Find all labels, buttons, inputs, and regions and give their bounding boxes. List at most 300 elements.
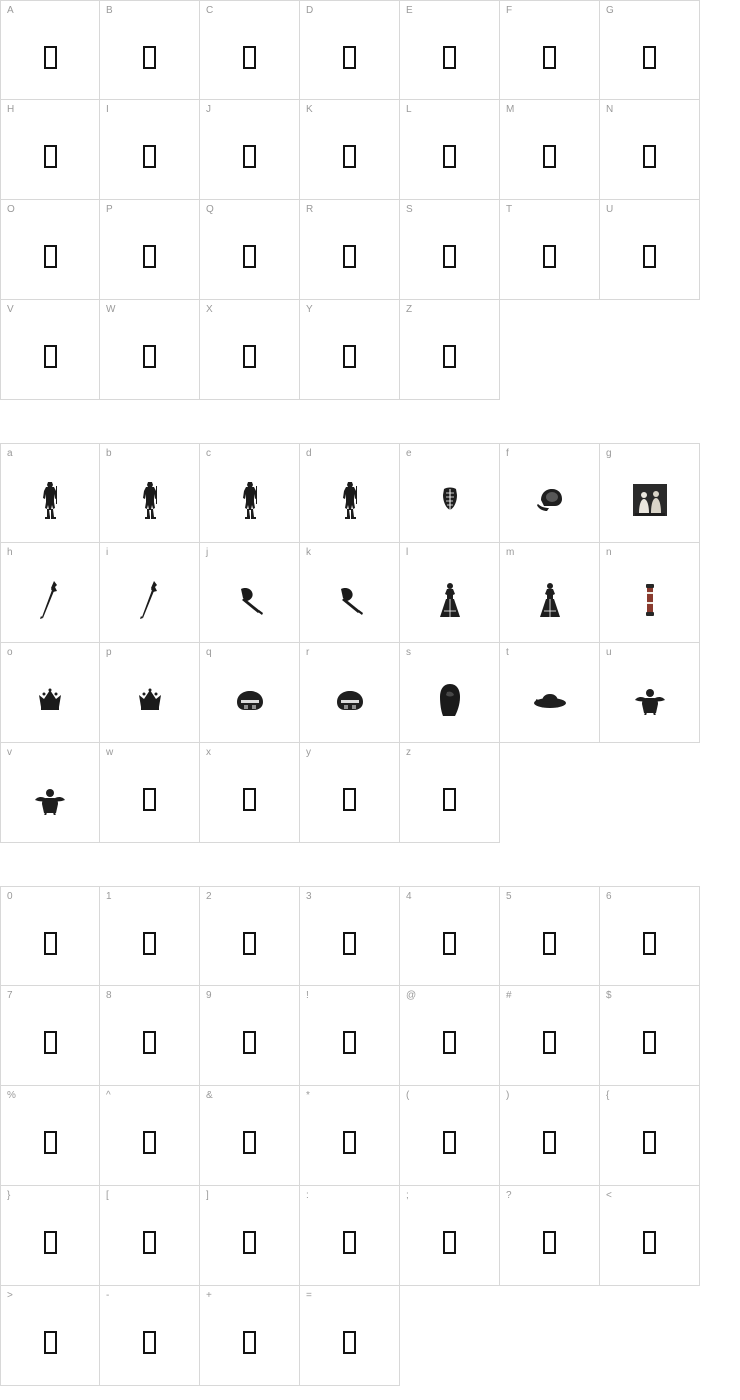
character-label: @ <box>406 990 417 1001</box>
missing-glyph-icon <box>343 345 356 368</box>
glyph-preview <box>500 665 599 734</box>
glyph-preview-missing <box>100 909 199 977</box>
character-cell[interactable] <box>300 200 400 300</box>
character-label: e <box>406 448 412 459</box>
character-cell[interactable] <box>0 886 100 986</box>
character-cell[interactable] <box>200 100 300 200</box>
glyph-preview <box>300 466 399 534</box>
character-label: = <box>306 1290 312 1301</box>
missing-glyph-icon <box>143 932 156 955</box>
character-cell[interactable] <box>400 543 500 643</box>
cherub-icon <box>634 685 666 715</box>
character-cell[interactable] <box>100 0 200 100</box>
character-cell[interactable] <box>200 743 300 843</box>
character-cell[interactable] <box>600 100 700 200</box>
character-cell[interactable] <box>200 643 300 743</box>
character-label: ) <box>506 1090 510 1101</box>
character-cell[interactable] <box>400 1086 500 1186</box>
glyph-preview-missing <box>400 909 499 977</box>
missing-glyph-icon <box>343 1031 356 1054</box>
glyph-preview-missing <box>600 222 699 291</box>
character-cell[interactable] <box>500 643 600 743</box>
character-cell[interactable] <box>600 443 700 543</box>
character-label: s <box>406 647 411 658</box>
glyph-preview <box>1 665 99 734</box>
missing-glyph-icon <box>243 932 256 955</box>
character-cell[interactable] <box>400 643 500 743</box>
character-cell[interactable] <box>400 743 500 843</box>
character-label: L <box>406 104 412 115</box>
character-label: r <box>306 647 310 658</box>
glyph-preview <box>1 765 99 834</box>
glyph-preview-missing <box>500 23 599 91</box>
character-cell[interactable] <box>100 886 200 986</box>
character-label: G <box>606 5 614 16</box>
glyph-preview-missing <box>600 23 699 91</box>
missing-glyph-icon <box>443 1131 456 1154</box>
character-label: i <box>106 547 109 558</box>
missing-glyph-icon <box>443 1031 456 1054</box>
glyph-preview-missing <box>300 322 399 391</box>
glyph-preview-missing <box>400 1108 499 1177</box>
missing-glyph-icon <box>343 1231 356 1254</box>
character-label: m <box>506 547 515 558</box>
character-label: w <box>106 747 114 758</box>
character-label: 1 <box>106 891 112 902</box>
character-label: } <box>7 1190 11 1201</box>
character-cell[interactable] <box>300 886 400 986</box>
character-cell[interactable] <box>300 1086 400 1186</box>
crown-icon <box>137 687 163 713</box>
character-label: d <box>306 448 312 459</box>
column-icon <box>643 582 657 618</box>
character-label: l <box>406 547 409 558</box>
missing-glyph-icon <box>343 1131 356 1154</box>
character-cell[interactable] <box>600 886 700 986</box>
section-lowercase-letters <box>0 400 700 843</box>
character-cell[interactable] <box>0 200 100 300</box>
glyph-preview <box>100 665 199 734</box>
missing-glyph-icon <box>543 1231 556 1254</box>
character-cell[interactable] <box>600 200 700 300</box>
missing-glyph-icon <box>643 1131 656 1154</box>
character-cell[interactable] <box>400 200 500 300</box>
missing-glyph-icon <box>643 1231 656 1254</box>
missing-glyph-icon <box>143 788 156 811</box>
missing-glyph-icon <box>143 46 156 69</box>
character-label: Z <box>406 304 413 315</box>
character-label: R <box>306 204 314 215</box>
character-label: x <box>206 747 211 758</box>
character-cell[interactable] <box>0 1186 100 1286</box>
character-label: 9 <box>206 990 212 1001</box>
glyph-preview-missing <box>300 1308 399 1377</box>
character-label: b <box>106 448 112 459</box>
character-label: $ <box>606 990 612 1001</box>
glyph-preview-missing <box>200 1208 299 1277</box>
character-cell[interactable] <box>0 986 100 1086</box>
missing-glyph-icon <box>143 245 156 268</box>
missing-glyph-icon <box>443 932 456 955</box>
glyph-preview-missing <box>200 222 299 291</box>
character-label: a <box>7 448 13 459</box>
character-cell[interactable] <box>200 300 300 400</box>
missing-glyph-icon <box>343 145 356 168</box>
glyph-preview-missing <box>1 1008 99 1077</box>
missing-glyph-icon <box>243 1331 256 1354</box>
character-label: N <box>606 104 614 115</box>
glyph-preview-missing <box>400 1208 499 1277</box>
soldier-figure-icon <box>237 480 263 520</box>
glyph-preview-missing <box>400 23 499 91</box>
missing-glyph-icon <box>143 145 156 168</box>
missing-glyph-icon <box>543 245 556 268</box>
glyph-preview-missing <box>200 909 299 977</box>
glyph-preview <box>600 565 699 634</box>
character-cell[interactable] <box>200 0 300 100</box>
character-cell[interactable] <box>200 886 300 986</box>
character-label: ] <box>206 1190 209 1201</box>
lady-gown-icon <box>436 581 464 619</box>
character-cell[interactable] <box>100 643 200 743</box>
character-cell[interactable] <box>0 1086 100 1186</box>
glyph-preview-missing <box>100 765 199 834</box>
character-cell[interactable] <box>100 1086 200 1186</box>
character-cell[interactable] <box>100 200 200 300</box>
missing-glyph-icon <box>643 245 656 268</box>
character-label: C <box>206 5 214 16</box>
character-cell[interactable] <box>200 200 300 300</box>
character-cell[interactable] <box>0 1286 100 1386</box>
character-cell[interactable] <box>500 543 600 643</box>
soldier-figure-icon <box>337 480 363 520</box>
character-label: A <box>7 5 14 16</box>
missing-glyph-icon <box>243 788 256 811</box>
glyph-preview-missing <box>1 1208 99 1277</box>
glyph-preview-missing <box>100 1108 199 1177</box>
character-label: J <box>206 104 211 115</box>
glyph-preview-missing <box>1 909 99 977</box>
glyph-preview-missing <box>600 122 699 191</box>
missing-glyph-icon <box>44 245 57 268</box>
character-label: Q <box>206 204 214 215</box>
glyph-preview <box>600 466 699 534</box>
character-label: p <box>106 647 112 658</box>
character-cell[interactable] <box>300 1186 400 1286</box>
character-cell[interactable] <box>200 1286 300 1386</box>
character-cell[interactable] <box>500 200 600 300</box>
character-label: ; <box>406 1190 409 1201</box>
helmet-icon <box>233 688 267 712</box>
character-cell[interactable] <box>600 543 700 643</box>
character-cell[interactable] <box>200 543 300 643</box>
glyph-preview-missing <box>100 1208 199 1277</box>
glyph-preview-missing <box>500 222 599 291</box>
missing-glyph-icon <box>343 932 356 955</box>
character-label: g <box>606 448 612 459</box>
character-cell[interactable] <box>500 0 600 100</box>
character-cell[interactable] <box>500 1086 600 1186</box>
glyph-preview <box>100 565 199 634</box>
axe-icon <box>334 585 366 615</box>
character-label: T <box>506 204 513 215</box>
character-cell[interactable] <box>600 1186 700 1286</box>
character-label: : <box>306 1190 309 1201</box>
missing-glyph-icon <box>243 245 256 268</box>
glyph-preview-missing <box>1 222 99 291</box>
glyph-preview-missing <box>300 222 399 291</box>
character-label: n <box>606 547 612 558</box>
missing-glyph-icon <box>143 1131 156 1154</box>
character-label: 6 <box>606 891 612 902</box>
character-label: % <box>7 1090 16 1101</box>
missing-glyph-icon <box>543 932 556 955</box>
character-label: h <box>7 547 13 558</box>
glyph-preview-missing <box>100 1308 199 1377</box>
glyph-preview-missing <box>600 1008 699 1077</box>
character-cell[interactable] <box>500 443 600 543</box>
glyph-preview <box>1 565 99 634</box>
character-label: + <box>206 1290 212 1301</box>
glyph-preview-missing <box>600 1108 699 1177</box>
character-label: P <box>106 204 113 215</box>
character-label: u <box>606 647 612 658</box>
missing-glyph-icon <box>443 145 456 168</box>
character-cell[interactable] <box>300 0 400 100</box>
character-cell[interactable] <box>100 300 200 400</box>
character-label: E <box>406 5 413 16</box>
missing-glyph-icon <box>643 1031 656 1054</box>
missing-glyph-icon <box>44 1331 57 1354</box>
character-cell[interactable] <box>0 543 100 643</box>
missing-glyph-icon <box>543 46 556 69</box>
halberd-icon <box>37 580 63 620</box>
character-cell[interactable] <box>0 443 100 543</box>
missing-glyph-icon <box>44 46 57 69</box>
missing-glyph-icon <box>243 1131 256 1154</box>
character-cell[interactable] <box>400 886 500 986</box>
character-label: F <box>506 5 513 16</box>
glyph-preview-missing <box>500 1208 599 1277</box>
glyph-preview <box>600 665 699 734</box>
character-label: y <box>306 747 311 758</box>
character-cell[interactable] <box>0 0 100 100</box>
figure-group-icon <box>632 483 668 517</box>
missing-glyph-icon <box>243 1231 256 1254</box>
character-cell[interactable] <box>100 1186 200 1286</box>
missing-glyph-icon <box>443 788 456 811</box>
missing-glyph-icon <box>543 1031 556 1054</box>
character-cell[interactable] <box>500 1186 600 1286</box>
character-label: U <box>606 204 614 215</box>
character-label: > <box>7 1290 13 1301</box>
glyph-preview <box>400 565 499 634</box>
missing-glyph-icon <box>443 46 456 69</box>
hood-icon <box>438 683 462 717</box>
character-label: V <box>7 304 14 315</box>
glyph-preview-missing <box>400 765 499 834</box>
corset-icon <box>437 485 463 515</box>
glyph-preview <box>300 565 399 634</box>
character-cell[interactable] <box>500 886 600 986</box>
missing-glyph-icon <box>343 1331 356 1354</box>
missing-glyph-icon <box>44 145 57 168</box>
character-cell[interactable] <box>400 100 500 200</box>
character-cell[interactable] <box>0 100 100 200</box>
glyph-preview <box>200 665 299 734</box>
glyph-preview-missing <box>500 1108 599 1177</box>
character-cell[interactable] <box>300 743 400 843</box>
character-label: ? <box>506 1190 512 1201</box>
character-label: q <box>206 647 212 658</box>
character-cell[interactable] <box>500 986 600 1086</box>
glyph-preview <box>500 466 599 534</box>
character-cell[interactable] <box>300 300 400 400</box>
glyph-preview-missing <box>500 909 599 977</box>
character-cell[interactable] <box>200 443 300 543</box>
character-label: 4 <box>406 891 412 902</box>
missing-glyph-icon <box>443 345 456 368</box>
missing-glyph-icon <box>44 1131 57 1154</box>
soldier-figure-icon <box>37 480 63 520</box>
character-label: 3 <box>306 891 312 902</box>
glyph-preview-missing <box>300 1108 399 1177</box>
glyph-preview-missing <box>1 23 99 91</box>
character-label: # <box>506 990 512 1001</box>
helmet-icon <box>333 688 367 712</box>
character-label: c <box>206 448 211 459</box>
character-label: ! <box>306 990 309 1001</box>
glyph-preview-missing <box>1 1308 99 1377</box>
missing-glyph-icon <box>243 145 256 168</box>
character-cell[interactable] <box>500 100 600 200</box>
glyph-preview-missing <box>200 1108 299 1177</box>
character-label: - <box>106 1290 110 1301</box>
character-label: ^ <box>106 1090 111 1101</box>
glyph-preview <box>300 665 399 734</box>
character-cell[interactable] <box>200 1086 300 1186</box>
character-cell[interactable] <box>400 986 500 1086</box>
character-label: W <box>106 304 116 315</box>
missing-glyph-icon <box>643 46 656 69</box>
character-cell[interactable] <box>100 986 200 1086</box>
character-cell[interactable] <box>600 643 700 743</box>
glyph-preview-missing <box>300 1208 399 1277</box>
cherub-icon <box>34 785 66 815</box>
glyph-preview-missing <box>200 23 299 91</box>
character-cell[interactable] <box>300 100 400 200</box>
character-cell[interactable] <box>300 643 400 743</box>
glyph-preview <box>500 565 599 634</box>
glyph-preview-missing <box>200 765 299 834</box>
character-cell[interactable] <box>200 1186 300 1286</box>
character-cell[interactable] <box>600 0 700 100</box>
bonnet-icon <box>535 487 565 513</box>
character-cell[interactable] <box>600 986 700 1086</box>
missing-glyph-icon <box>143 1231 156 1254</box>
missing-glyph-icon <box>543 145 556 168</box>
character-cell[interactable] <box>400 300 500 400</box>
glyph-preview-missing <box>1 1108 99 1177</box>
missing-glyph-icon <box>243 1031 256 1054</box>
glyph-preview-missing <box>500 1008 599 1077</box>
character-label: & <box>206 1090 213 1101</box>
glyph-preview-missing <box>100 122 199 191</box>
character-cell[interactable] <box>0 300 100 400</box>
wide-hat-icon <box>533 690 567 710</box>
glyph-preview <box>1 466 99 534</box>
character-label: 0 <box>7 891 13 902</box>
character-label: Y <box>306 304 313 315</box>
character-cell[interactable] <box>300 986 400 1086</box>
glyph-preview-missing <box>300 765 399 834</box>
character-cell[interactable] <box>400 443 500 543</box>
glyph-preview-missing <box>300 23 399 91</box>
character-cell[interactable] <box>300 543 400 643</box>
character-label: 8 <box>106 990 112 1001</box>
missing-glyph-icon <box>343 245 356 268</box>
character-cell[interactable] <box>100 1286 200 1386</box>
character-label: 2 <box>206 891 212 902</box>
character-cell[interactable] <box>400 1186 500 1286</box>
glyph-preview-missing <box>200 322 299 391</box>
glyph-preview-missing <box>1 122 99 191</box>
character-label: t <box>506 647 509 658</box>
character-label: < <box>606 1190 612 1201</box>
lady-gown-icon <box>536 581 564 619</box>
character-label: M <box>506 104 515 115</box>
character-label: O <box>7 204 15 215</box>
glyph-preview-missing <box>400 322 499 391</box>
glyph-preview-missing <box>400 222 499 291</box>
character-cell[interactable] <box>100 743 200 843</box>
glyph-preview <box>200 466 299 534</box>
character-cell[interactable] <box>100 443 200 543</box>
character-cell[interactable] <box>300 1286 400 1386</box>
character-label: I <box>106 104 109 115</box>
character-label: [ <box>106 1190 109 1201</box>
missing-glyph-icon <box>44 1031 57 1054</box>
character-label: X <box>206 304 213 315</box>
character-label: { <box>606 1090 610 1101</box>
section-uppercase-letters <box>0 0 700 400</box>
character-cell[interactable] <box>100 100 200 200</box>
character-cell[interactable] <box>400 0 500 100</box>
glyph-preview-missing <box>600 1208 699 1277</box>
character-label: o <box>7 647 13 658</box>
glyph-preview-missing <box>200 1008 299 1077</box>
glyph-preview <box>400 466 499 534</box>
character-label: 7 <box>7 990 13 1001</box>
glyph-preview-missing <box>600 909 699 977</box>
crown-icon <box>37 687 63 713</box>
character-cell[interactable] <box>300 443 400 543</box>
missing-glyph-icon <box>143 345 156 368</box>
missing-glyph-icon <box>243 46 256 69</box>
character-label: H <box>7 104 15 115</box>
character-cell[interactable] <box>100 543 200 643</box>
character-cell[interactable] <box>0 743 100 843</box>
missing-glyph-icon <box>143 1331 156 1354</box>
character-cell[interactable] <box>600 1086 700 1186</box>
character-cell[interactable] <box>0 643 100 743</box>
glyph-preview <box>400 665 499 734</box>
character-label: j <box>206 547 209 558</box>
character-cell[interactable] <box>200 986 300 1086</box>
glyph-preview-missing <box>300 909 399 977</box>
character-label: ( <box>406 1090 410 1101</box>
character-label: K <box>306 104 313 115</box>
